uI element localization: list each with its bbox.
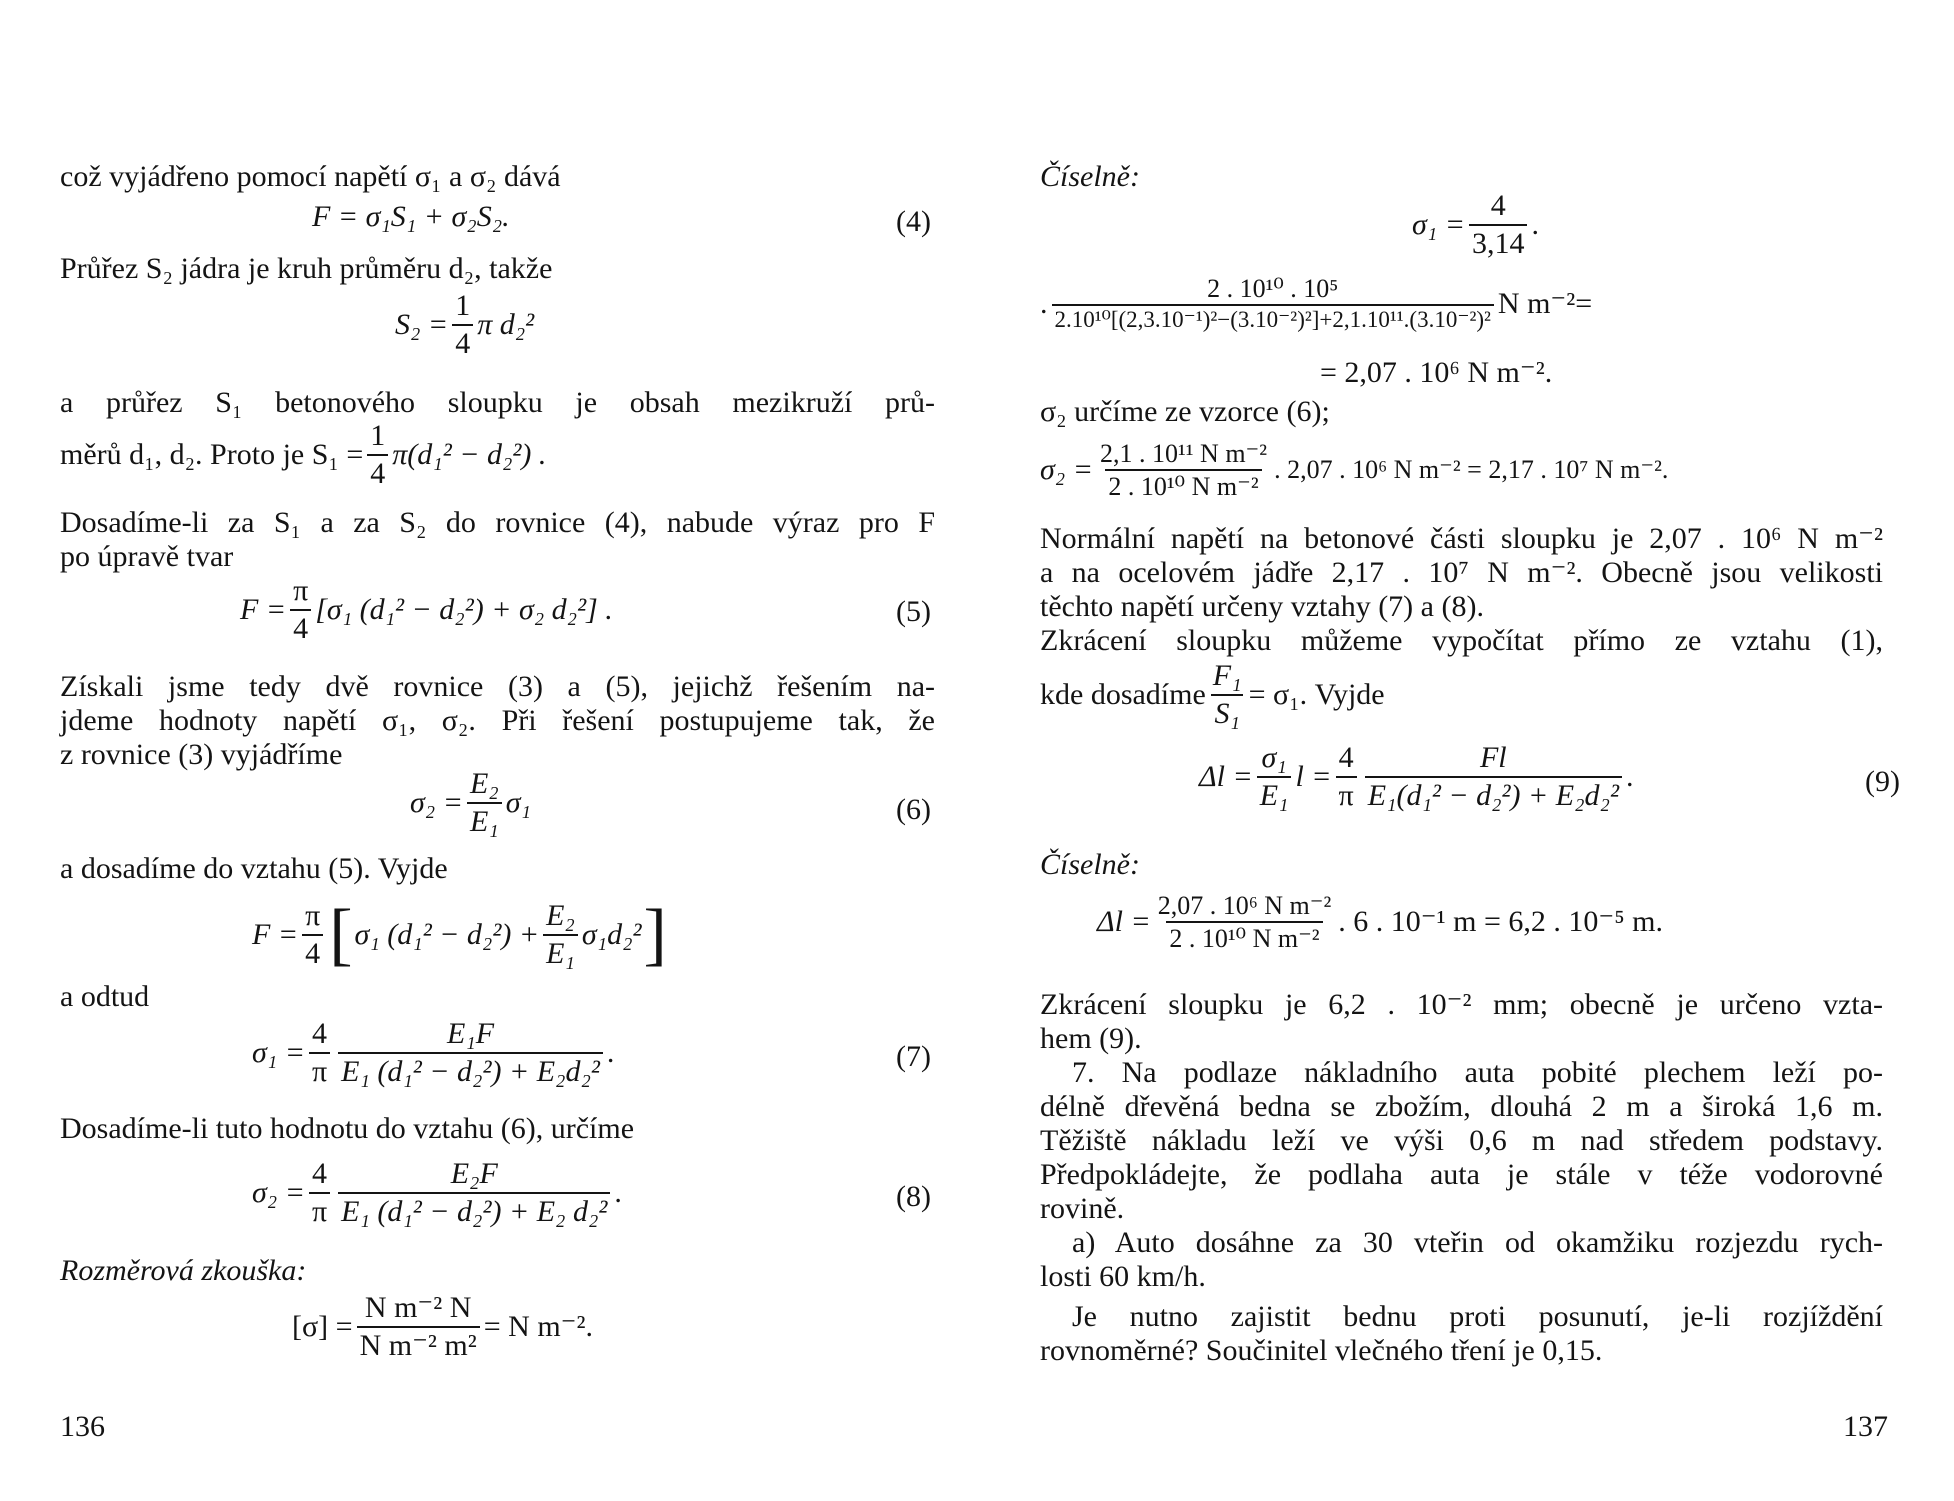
- eq9-num: σ₁: [1261, 741, 1287, 774]
- eq7-num: 4: [312, 1017, 328, 1050]
- problem-7-line-5: rovině.: [1040, 1192, 1125, 1225]
- eq9-mid: l =: [1295, 759, 1332, 793]
- eq-big-fraction: [1052, 275, 1494, 332]
- eq7-lhs: σ₁ =: [252, 1035, 305, 1069]
- equation-sigma2-numeric: [1040, 440, 1668, 501]
- s1-line-b-text: měrů d₁, d₂. Proto je S₁ =: [60, 437, 364, 471]
- eq-s2num-den: 2 . 10¹⁰ N m⁻²: [1105, 469, 1261, 500]
- eq-dl-fraction: [1155, 892, 1335, 953]
- eq5-rest: [σ₁ (d₁² − d₂²) + σ₂ d₂²] .: [315, 592, 613, 626]
- eq-rozmer-den: N m⁻² m²: [357, 1326, 480, 1362]
- normalni-line-1: Normální napětí na betonové části sloupku je 2,07 . 10⁶ N m⁻²: [1040, 522, 1883, 555]
- eq6-lhs: σ₂ =: [410, 785, 463, 819]
- eq-rozmer-num: N m⁻² N: [364, 1291, 472, 1324]
- eq-s2num-num: 2,1 . 10¹¹ N m⁻²: [1099, 439, 1268, 468]
- eq-f-inner2: σ₁d₂²: [581, 917, 642, 951]
- eq7-den2: E₁ (d₁² − d₂²) + E₂d₂²: [338, 1052, 603, 1088]
- equation-4: [312, 200, 510, 234]
- zkraceni-sloupku-line-1: Zkrácení sloupku je 6,2 . 10⁻² mm; obecně je určeno vzta-: [1040, 988, 1883, 1021]
- eq5-fraction: [290, 575, 311, 644]
- eq-f-den: 4: [302, 934, 323, 970]
- eq-s1-den: 3,14: [1469, 224, 1528, 260]
- part-a-line-1: a) Auto dosáhne za 30 vteřin od okamžiku rozjezdu rych-: [1072, 1226, 1883, 1259]
- eq-rozmer-lhs: [σ] =: [292, 1309, 353, 1343]
- eq-s2-den: 4: [452, 324, 473, 360]
- s2-line: Průřez S₂ jádra je kruh průměru d₂, takže: [60, 252, 553, 285]
- eq9-lhs: Δl =: [1199, 759, 1253, 793]
- eq-big-tail: N m⁻²=: [1497, 286, 1593, 320]
- question-line-1: Je nutno zajistit bednu proti posunutí, je-li rozjíždění: [1072, 1300, 1883, 1333]
- eq9-num2: 4: [1338, 741, 1354, 774]
- eq8-number: (8): [896, 1180, 931, 1213]
- eq7-den: π: [309, 1052, 330, 1088]
- s1-num: 1: [370, 419, 386, 452]
- bracket-close: ]: [643, 895, 667, 973]
- eq-f-num2: E₂: [546, 899, 575, 932]
- ciselne-label-2: Číselně:: [1040, 848, 1140, 881]
- question-line-2: rovnoměrné? Součinitel vlečného tření je 0,15.: [1040, 1334, 1603, 1367]
- right-page: [977, 0, 1954, 1501]
- bracket-open: [: [329, 895, 353, 973]
- eq-dl-lhs: Δl =: [1097, 905, 1151, 939]
- eq-f-fraction-2: [543, 900, 578, 969]
- s1-line-a: a průřez S₁ betonového sloupku je obsah mezikruží prů-: [60, 386, 935, 419]
- eq-f-den2: E₁: [543, 934, 578, 970]
- eq8-den: π: [309, 1192, 330, 1228]
- dos-line-3: Dosadíme-li tuto hodnotu do vztahu (6), určíme: [60, 1112, 635, 1145]
- eq-s2num-fraction: [1097, 440, 1270, 501]
- eq8-den2: E₁ (d₁² − d₂²) + E₂ d₂²: [338, 1192, 610, 1228]
- eq-s2num-lhs: σ₂ =: [1040, 453, 1093, 487]
- equation-s2: [395, 290, 534, 359]
- eq9-num3: Fl: [1479, 741, 1507, 774]
- problem-7-line-2: délně dřevěná bedna se zbožím, dlouhá 2 m a široká 1,6 m.: [1040, 1090, 1883, 1123]
- z-line-2: jdeme hodnoty napětí σ₁, σ₂. Při řešení postupujeme tak, že: [60, 704, 935, 737]
- zkraceni-sloupku-line-2: hem (9).: [1040, 1022, 1142, 1055]
- equation-f: [252, 895, 669, 973]
- eq7-num2: E₁F: [446, 1017, 495, 1050]
- dos-line-1: Dosadíme-li za S₁ a za S₂ do rovnice (4), nabude výraz pro F: [60, 506, 935, 539]
- eq-f-lhs: F =: [252, 917, 299, 951]
- eq9-fraction-3: [1365, 742, 1622, 811]
- eq-big-lead: .: [1040, 286, 1048, 320]
- zkraceni-line-1: Zkrácení sloupku můžeme vypočítat přímo ze vztahu (1),: [1040, 624, 1883, 657]
- eq-s2-lhs: S₂ =: [395, 307, 449, 341]
- eq8-fraction: [309, 1158, 330, 1227]
- zkraceni-line-2-text: kde dosadíme: [1040, 677, 1206, 711]
- eq6-fraction: [467, 768, 502, 837]
- eq8-num: 4: [312, 1157, 328, 1190]
- zkraceni-line-2: [1040, 660, 1385, 729]
- eq9-den: E₁: [1257, 776, 1292, 812]
- eq-rozmer-rest: = N m⁻².: [483, 1309, 593, 1343]
- equation-big: [1040, 275, 1592, 332]
- equation-rozmer: [292, 1292, 593, 1361]
- eq6-num: E₂: [469, 767, 499, 800]
- f1-s1-fraction: [1210, 660, 1245, 729]
- eq8-tail: .: [614, 1175, 622, 1209]
- eq5-num: π: [293, 574, 309, 607]
- equation-sigma1: [1412, 190, 1539, 259]
- s1-fraction: [367, 420, 388, 489]
- eq9-number: (9): [1865, 765, 1900, 798]
- eq4-expr: F = σ₁S₁ + σ₂S₂.: [312, 200, 510, 233]
- problem-7-line-4: Předpokládejte, že podlaha auta je stále v téže vodorovné: [1040, 1158, 1883, 1191]
- eq-dl-rest: . 6 . 10⁻¹ m = 6,2 . 10⁻⁵ m.: [1338, 905, 1663, 939]
- z-line-1: Získali jsme tedy dvě rovnice (3) a (5), jejichž řešením na-: [60, 670, 935, 703]
- equation-big-result: = 2,07 . 10⁶ N m⁻².: [1320, 356, 1553, 389]
- eq-s2num-rest: . 2,07 . 10⁶ N m⁻² = 2,17 . 10⁷ N m⁻².: [1274, 455, 1669, 485]
- dos-line-2: po úpravě tvar: [60, 540, 234, 573]
- eq5-lhs: F =: [240, 592, 287, 626]
- zkraceni-line-2-rest: = σ₁. Vyjde: [1248, 677, 1385, 711]
- problem-7-line-1: 7. Na podlaze nákladního auta pobité plechem leží po-: [1072, 1056, 1883, 1089]
- eq6-number: (6): [896, 793, 931, 826]
- eq7-tail: .: [606, 1035, 615, 1069]
- eq-s1-tail: .: [1531, 207, 1539, 241]
- equation-7: [252, 1018, 614, 1087]
- s1-den: 4: [367, 454, 388, 490]
- equation-5: [240, 575, 613, 644]
- eq9-tail: .: [1625, 759, 1634, 793]
- eq7-number: (7): [896, 1040, 931, 1073]
- normalni-line-2: a na ocelovém jádře 2,17 . 10⁷ N m⁻². Obecně jsou velikosti: [1040, 556, 1883, 589]
- s1-line-b: [60, 420, 546, 489]
- eq-f-num: π: [305, 899, 321, 932]
- page-number-left: 136: [60, 1410, 105, 1443]
- part-a-line-2: losti 60 km/h.: [1040, 1260, 1206, 1293]
- equation-delta-l: [1097, 892, 1663, 953]
- eq5-den: 4: [290, 609, 311, 645]
- eq9-fraction-2: [1336, 742, 1357, 811]
- eq-s2-num: 1: [455, 289, 471, 322]
- eq5-number: (5): [896, 595, 931, 628]
- eq-f-inner1: σ₁ (d₁² − d₂²) +: [354, 917, 540, 951]
- eq9-den3: E₁(d₁² − d₂²) + E₂d₂²: [1365, 776, 1622, 812]
- eq-dl-num: 2,07 . 10⁶ N m⁻²: [1157, 891, 1332, 920]
- equation-9: [1199, 742, 1633, 811]
- eq4-number: (4): [896, 205, 931, 238]
- ciselne-label-1: Číselně:: [1040, 160, 1140, 193]
- normalni-line-3: těchto napětí určeny vztahy (7) a (8).: [1040, 590, 1484, 623]
- equation-6: [410, 768, 531, 837]
- equation-8: [252, 1158, 622, 1227]
- eq8-fraction-2: [338, 1158, 610, 1227]
- eq7-fraction: [309, 1018, 330, 1087]
- eq-s1-num: 4: [1490, 189, 1506, 222]
- eq-big-num: 2 . 10¹⁰ . 10⁵: [1207, 274, 1339, 303]
- eq-s2-fraction: [452, 290, 473, 359]
- eq-f-fraction: [302, 900, 323, 969]
- eq-dl-den: 2 . 10¹⁰ N m⁻²: [1166, 921, 1322, 952]
- eq8-lhs: σ₂ =: [252, 1175, 305, 1209]
- eq7-fraction-2: [338, 1018, 603, 1087]
- eq9-den2: π: [1336, 776, 1357, 812]
- eq9-fraction-1: [1257, 742, 1292, 811]
- eq8-num2: E₂F: [450, 1157, 498, 1190]
- v-line: a dosadíme do vztahu (5). Vyjde: [60, 852, 448, 885]
- rozmerova-zkouska-label: Rozměrová zkouška:: [60, 1254, 307, 1287]
- eq6-den: E₁: [467, 802, 502, 838]
- page-number-right: 137: [1843, 1410, 1888, 1443]
- eq-s1-lhs: σ₁ =: [1412, 207, 1465, 241]
- z-line-3: z rovnice (3) vyjádříme: [60, 738, 343, 771]
- s1-den: S₁: [1211, 694, 1242, 730]
- eq-big-den: 2.10¹⁰[(2,3.10⁻¹)²−(3.10⁻²)²]+2,1.10¹¹.(3.10⁻²)²: [1052, 304, 1494, 332]
- eq-s1-fraction: [1469, 190, 1528, 259]
- s2-vzorec-line: σ₂ určíme ze vzorce (6);: [1040, 395, 1330, 428]
- intro-line: což vyjádřeno pomocí napětí σ₁ a σ₂ dává: [60, 160, 561, 193]
- problem-7-line-3: Těžiště nákladu leží ve výši 0,6 m nad středem podstavy.: [1040, 1124, 1883, 1157]
- eq-s2-rest: π d₂²: [477, 307, 535, 341]
- f1-num: F₁: [1212, 659, 1242, 692]
- s1-line-b-rest: π(d₁² − d₂²) .: [392, 437, 547, 471]
- eq6-rest: σ₁: [505, 785, 531, 819]
- eq-rozmer-fraction: [357, 1292, 480, 1361]
- odtud-line: a odtud: [60, 980, 150, 1013]
